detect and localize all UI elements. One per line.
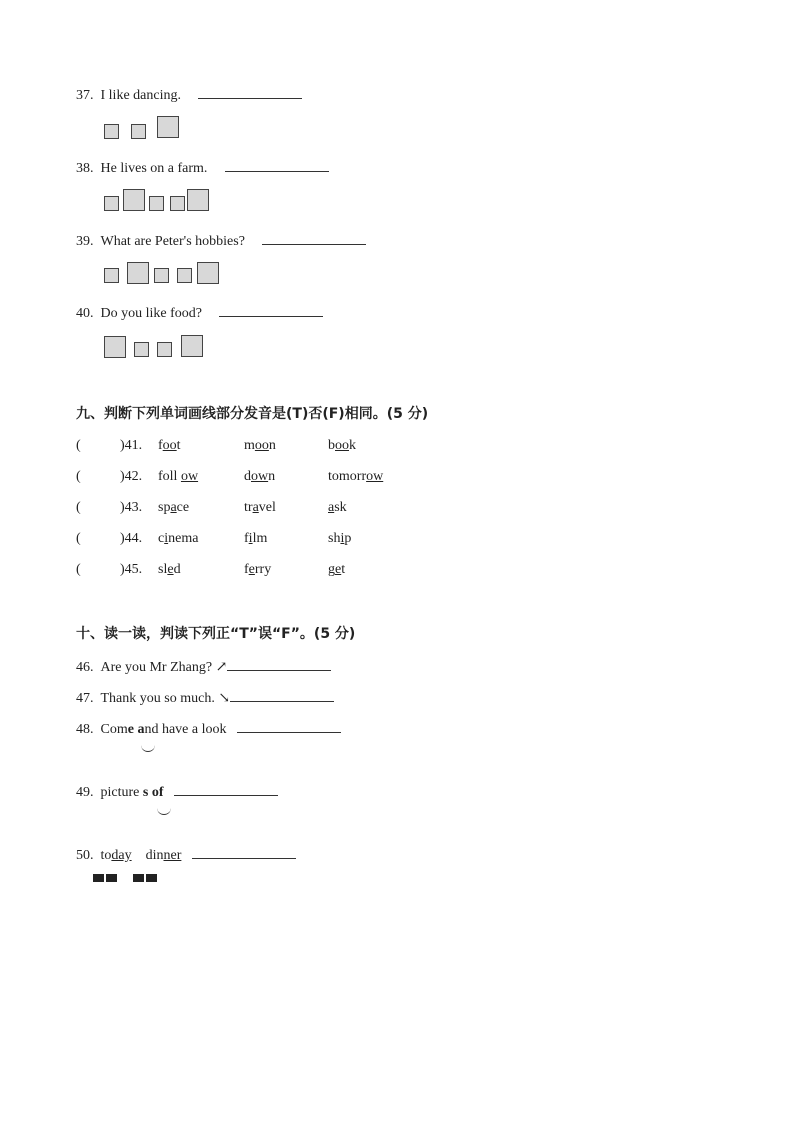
word-3: get bbox=[328, 562, 346, 577]
word-3: ship bbox=[328, 531, 352, 546]
stress-box bbox=[123, 189, 145, 211]
question-47 bbox=[76, 687, 334, 707]
question-number: 46. bbox=[76, 660, 94, 675]
answer-blank[interactable] bbox=[174, 781, 278, 796]
stress-box bbox=[131, 124, 146, 139]
word-2: ferry bbox=[244, 562, 272, 577]
stress-box bbox=[104, 124, 119, 139]
question-number: 49. bbox=[76, 785, 94, 800]
stress-box bbox=[154, 268, 169, 283]
stress-box bbox=[177, 268, 192, 283]
section-10-heading: 十、读一读，判读下列正“T”误“F”。(5 分) bbox=[76, 626, 356, 642]
answer-blank[interactable] bbox=[227, 656, 331, 671]
word-3: tomorrow bbox=[328, 469, 384, 484]
stress-mark-icon bbox=[133, 874, 144, 882]
stress-box bbox=[104, 196, 119, 211]
answer-blank[interactable] bbox=[219, 302, 323, 317]
question-number: )43. bbox=[120, 500, 143, 515]
question-40 bbox=[76, 302, 323, 322]
question-number: )42. bbox=[120, 469, 143, 484]
falling-intonation-icon: ↘ bbox=[218, 691, 231, 706]
answer-blank[interactable] bbox=[225, 157, 329, 172]
stress-box bbox=[127, 262, 149, 284]
question-number: 50. bbox=[76, 848, 94, 863]
word-1: sled bbox=[158, 562, 181, 577]
question-39 bbox=[76, 230, 366, 250]
question-number: 38. bbox=[76, 161, 94, 176]
stress-mark-icon bbox=[93, 874, 104, 882]
stress-box bbox=[134, 342, 149, 357]
stress-box bbox=[170, 196, 185, 211]
answer-blank[interactable] bbox=[230, 687, 334, 702]
paren-open: ( bbox=[76, 438, 81, 453]
word-1: foot bbox=[158, 438, 181, 453]
question-50 bbox=[76, 844, 296, 864]
question-number: )44. bbox=[120, 531, 143, 546]
answer-blank[interactable] bbox=[237, 718, 341, 733]
word-1: space bbox=[158, 500, 190, 515]
stress-mark-icon bbox=[106, 874, 117, 882]
question-number: 39. bbox=[76, 234, 94, 249]
question-text: Do you like food? bbox=[100, 306, 202, 321]
stress-box bbox=[181, 335, 203, 357]
word-3: book bbox=[328, 438, 356, 453]
question-number: )45. bbox=[120, 562, 143, 577]
answer-blank[interactable] bbox=[192, 844, 296, 859]
word-2: travel bbox=[244, 500, 276, 515]
question-38 bbox=[76, 157, 329, 177]
word-2: down bbox=[244, 469, 276, 484]
question-text: Thank you so much. bbox=[100, 691, 219, 706]
paren-open: ( bbox=[76, 562, 81, 577]
word-1: cinema bbox=[158, 531, 199, 546]
word-1: foll ow bbox=[158, 469, 199, 484]
question-37 bbox=[76, 84, 302, 104]
word-3: ask bbox=[328, 500, 347, 515]
stress-box bbox=[149, 196, 164, 211]
stress-box bbox=[104, 268, 119, 283]
section-9-heading: 九、判断下列单词画线部分发音是(T)否(F)相同。(5 分) bbox=[76, 406, 429, 422]
paren-open: ( bbox=[76, 531, 81, 546]
question-46 bbox=[76, 656, 331, 676]
word-2: moon bbox=[244, 438, 276, 453]
word-2: film bbox=[244, 531, 268, 546]
answer-blank[interactable] bbox=[262, 230, 366, 245]
liaison-arc-icon bbox=[157, 808, 171, 815]
question-48 bbox=[76, 718, 341, 738]
stress-box bbox=[104, 336, 126, 358]
question-number: )41. bbox=[120, 438, 143, 453]
question-number: 37. bbox=[76, 88, 94, 103]
answer-blank[interactable] bbox=[198, 84, 302, 99]
question-number: 40. bbox=[76, 306, 94, 321]
stress-box bbox=[197, 262, 219, 284]
paren-open: ( bbox=[76, 500, 81, 515]
rising-intonation-icon: ↗ bbox=[215, 660, 228, 675]
paren-open: ( bbox=[76, 469, 81, 484]
question-text: Are you Mr Zhang? bbox=[100, 660, 216, 675]
question-number: 48. bbox=[76, 722, 94, 737]
question-text: Come and have a look bbox=[100, 722, 227, 737]
question-49 bbox=[76, 781, 278, 801]
stress-box bbox=[157, 342, 172, 357]
liaison-arc-icon bbox=[141, 745, 155, 752]
question-text: I like dancing. bbox=[100, 88, 181, 103]
question-number: 47. bbox=[76, 691, 94, 706]
question-text: He lives on a farm. bbox=[100, 161, 208, 176]
stress-box bbox=[157, 116, 179, 138]
stress-mark-icon bbox=[146, 874, 157, 882]
question-text: today dinner bbox=[100, 848, 182, 863]
stress-box bbox=[187, 189, 209, 211]
question-text: What are Peter's hobbies? bbox=[100, 234, 245, 249]
question-text: picture s of bbox=[100, 785, 164, 800]
